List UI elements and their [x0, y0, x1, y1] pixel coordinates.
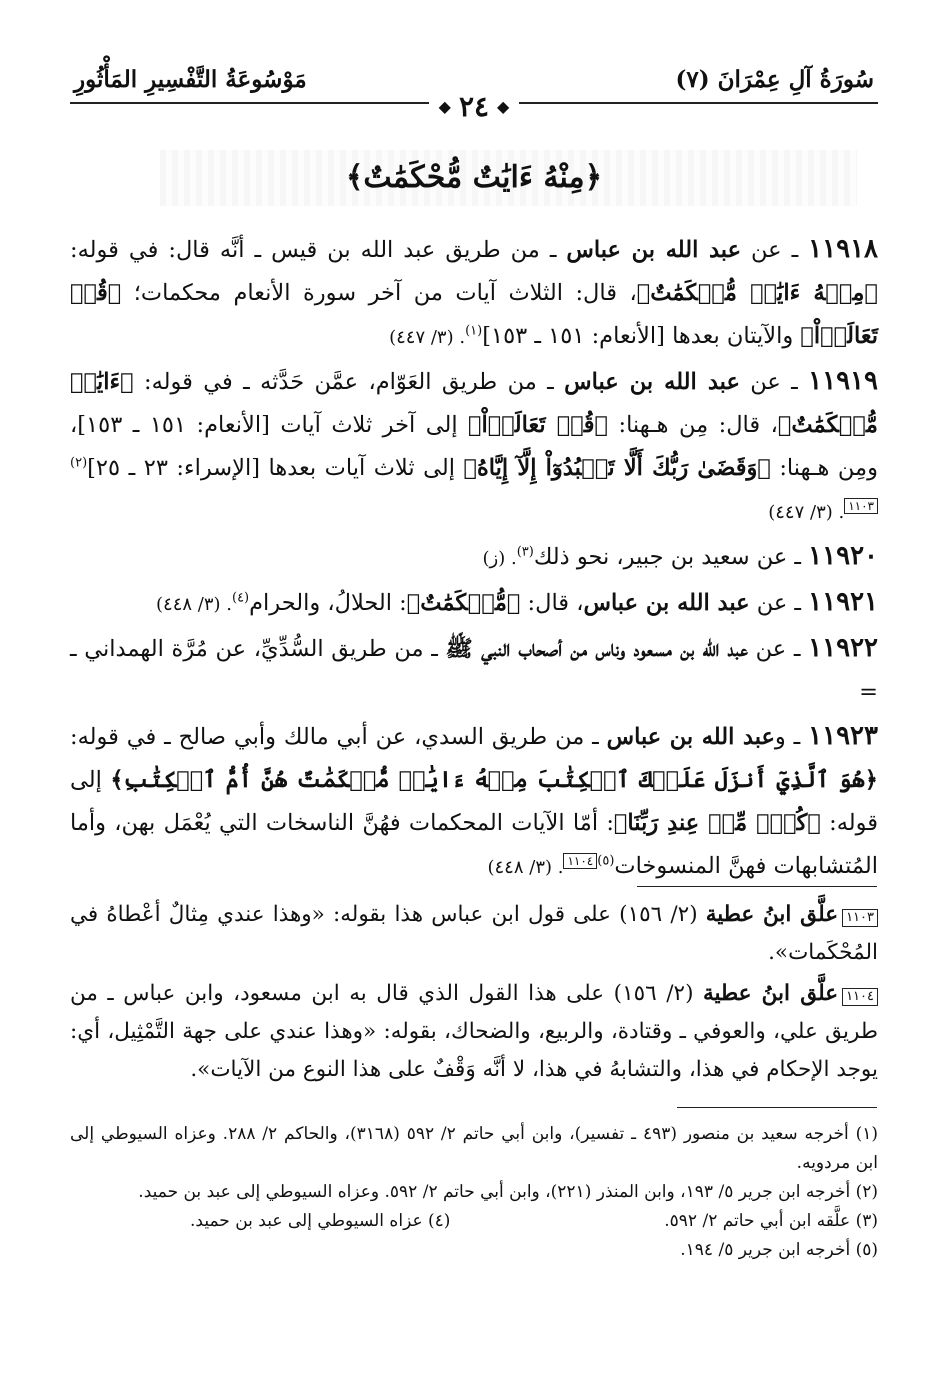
entry-text: ـ و: [774, 724, 809, 750]
narrator-name: عبد الله بن عباس: [606, 724, 775, 750]
running-header: [70, 58, 878, 128]
commentary-note: [70, 975, 878, 1089]
entry-text: ، قال:: [520, 590, 584, 616]
volume-reference: . (٣/ ٤٤٨): [487, 857, 564, 878]
footnote: (٤) عزاه السيوطي إلى عبد بن حميد.: [190, 1211, 451, 1231]
quran-quote: ﴿قُلۡ تَعَالَوۡاْ﴾: [70, 280, 878, 349]
entry-text: والآيتان بعدها [الأنعام: ١٥١ ـ ١٥٣]: [482, 323, 801, 349]
quran-quote: ﴿هُوَ ٱلَّذِيٓ أَنزَلَ عَلَيۡكَ ٱلۡكِتَٰبَ مِنۡهُ ءَايَٰتٞ مُّحۡكَمَٰتٌ هُنَّ أُمُّ ٱلۡكِتَٰبِ﴾: [110, 767, 878, 793]
entry-11918: [70, 228, 878, 359]
footnotes-section: [70, 1120, 878, 1265]
entry-11920: [70, 535, 878, 580]
narrator-name: عبد الله بن عباس: [566, 237, 742, 263]
entry-text: ـ عن: [741, 237, 809, 263]
entry-11923: [70, 715, 878, 889]
book-title: مَوْسُوعَةُ التَّفْسِيرِ المَأْثُورِ: [74, 66, 307, 93]
footnote-marker: (٤): [231, 590, 250, 606]
entry-text: ـ عن: [739, 369, 809, 395]
entry-text: ، قال: مِن هـهنا:: [608, 412, 778, 438]
verse-heading: ﴿مِنْهُ ءَايَٰتٌ مُّحْكَمَٰتٌ﴾: [345, 160, 603, 195]
entry-text: إلى قوله:: [70, 767, 879, 836]
quran-quote: ﴿مِنۡهُ ءَايَٰتٞ مُّحۡكَمَٰتٌ﴾: [636, 280, 878, 306]
entry-text: ، قال: الثلاث آيات من آخر سورة الأنعام محكمات؛: [121, 280, 637, 306]
entry-text: ـ من طريق السُّدِّيِّ، عن مُرَّة الهمداني ـ =: [70, 636, 878, 705]
entry-text: ـ من طريق عبد الله بن قيس ـ أنَّه قال: في قوله:: [70, 237, 567, 263]
entry-11919: [70, 360, 878, 534]
commentary-text: (٢/ ١٥٦) على قول ابن عباس هذا بقوله: «وهذا عندي مِثالٌ أعْطاهُ في المُحْكَمات».: [70, 902, 878, 965]
quran-quote: ﴿كُلّٞ مِّنۡ عِندِ رَبِّنَا﴾: [613, 810, 821, 836]
narrator-name: عبد الله بن مسعود وناس من أصحاب النبي ﷺ: [445, 636, 748, 662]
quran-quote: ﴿ءَايَٰتٞ مُّحۡكَمَٰتٌ﴾: [70, 369, 878, 438]
footnote: (٥) أخرجه ابن جرير ٥/ ١٩٤.: [680, 1240, 878, 1260]
footnote-marker: (٥): [597, 853, 615, 869]
quran-quote: ﴿وَقَضَىٰ رَبُّكَ أَلَّا تَعۡبُدُوٓاْ إِلَّآ إِيَّاهُ﴾: [463, 455, 771, 481]
entry-text: ـ عن سعيد بن جبير، نحو ذلك: [533, 544, 809, 570]
entry-text: : أمّا الآيات المحكمات فهُنَّ الناسخات التي يُعْمَل بهن، وأما المُتشابهات فهنَّ المنسوخات: [70, 810, 878, 879]
commentary-number-box: ١١٠٣: [842, 909, 878, 927]
quran-quote: ﴿مُّحۡكَمَٰتٌ﴾: [406, 590, 521, 616]
entry-11922: [70, 627, 878, 714]
entry-text: ـ عن: [749, 590, 809, 616]
quran-quote: ﴿قُلۡ تَعَالَوۡاْ﴾: [468, 412, 609, 438]
entry-text: : الحلالُ، والحرام: [249, 590, 407, 616]
entry-number: ١١٩١٨: [808, 234, 878, 264]
entry-number: ١١٩٢١: [808, 587, 878, 617]
footnote-marker: (٣): [516, 544, 534, 560]
entry-text: ـ من طريق العَوّام، عمَّن حَدَّثه ـ في قوله:: [133, 369, 565, 395]
commentary-ref-box: ١١٠٣: [844, 498, 878, 514]
commentary-lead: علَّق ابنُ عطية: [703, 981, 839, 1006]
entry-number: ١١٩٢٣: [808, 721, 878, 751]
entry-number: ١١٩١٩: [808, 366, 878, 396]
volume-reference: . (ز): [482, 548, 517, 569]
footnote: (٣) علَّقه ابن أبي حاتم ٢/ ٥٩٢.: [664, 1211, 878, 1231]
footnote-separator: [677, 1107, 877, 1108]
footnote: (٢) أخرجه ابن جرير ٥/ ١٩٣، وابن المنذر (٢٢١)، وابن أبي حاتم ٢/ ٥٩٢. وعزاه السيوطي إلى عبد بن حميد.: [138, 1182, 878, 1202]
entry-text: إلى ثلاث آيات بعدها [الإسراء: ٢٣ ـ ٢٥]: [87, 455, 464, 481]
page-number: ٢٤: [458, 89, 490, 123]
commentary-ref-box: ١١٠٤: [563, 853, 597, 869]
commentary-lead: علَّق ابنُ عطية: [705, 902, 839, 927]
main-text: [70, 228, 878, 890]
footnote-marker: (١): [465, 323, 483, 339]
entry-number: ١١٩٢٢: [808, 633, 878, 663]
entry-number: ١١٩٢٠: [808, 541, 878, 571]
narrator-name: عبد الله بن عباس: [564, 369, 740, 395]
ornament-icon: ◆: [497, 96, 510, 116]
commentary-separator: [637, 886, 877, 887]
entry-text: ـ عن: [747, 636, 809, 662]
commentary-text: (٢/ ١٥٦) على هذا القول الذي قال به ابن مسعود، وابن عباس ـ من طريق علي، والعوفي ـ وقتادة، والربيع، والضحاك، بقوله: «وهذا عندي على جهة التَّمْثِيل، أي: يوجد الإحكام في هذا، والتشابهُ في هذا، لا أنَّه وَقْفٌ على هذا النوع من الآيات».: [70, 981, 878, 1082]
entry-text: إلى آخر ثلاث آيات [الأنعام: ١٥١ ـ ١٥٣]، ومِن هـهنا:: [70, 412, 878, 481]
footnote-marker: (٢): [70, 455, 88, 471]
commentary-note: [70, 896, 878, 972]
entry-11921: [70, 581, 878, 626]
volume-reference: . (٣/ ٤٤٧): [389, 327, 466, 348]
commentary-number-box: ١١٠٤: [842, 988, 878, 1006]
footnote: (١) أخرجه سعيد بن منصور (٤٩٣ ـ تفسير)، وابن أبي حاتم ٢/ ٥٩٢ (٣١٦٨)، والحاكم ٢/ ٢٨٨. وعزاه السيوطي إلى ابن مردويه.: [70, 1124, 878, 1173]
commentary-section: [70, 896, 878, 1092]
ornament-icon: ◆: [438, 96, 451, 116]
entry-text: ـ من طريق السدي، عن أبي مالك وأبي صالح ـ في قوله:: [70, 724, 607, 750]
surah-title: سُورَةُ آلِ عِمْرَانَ (٧): [675, 66, 874, 93]
volume-reference: . (٣/ ٤٤٨): [156, 594, 232, 615]
volume-reference: . (٣/ ٤٤٧): [768, 502, 845, 523]
narrator-name: عبد الله بن عباس: [583, 590, 750, 616]
